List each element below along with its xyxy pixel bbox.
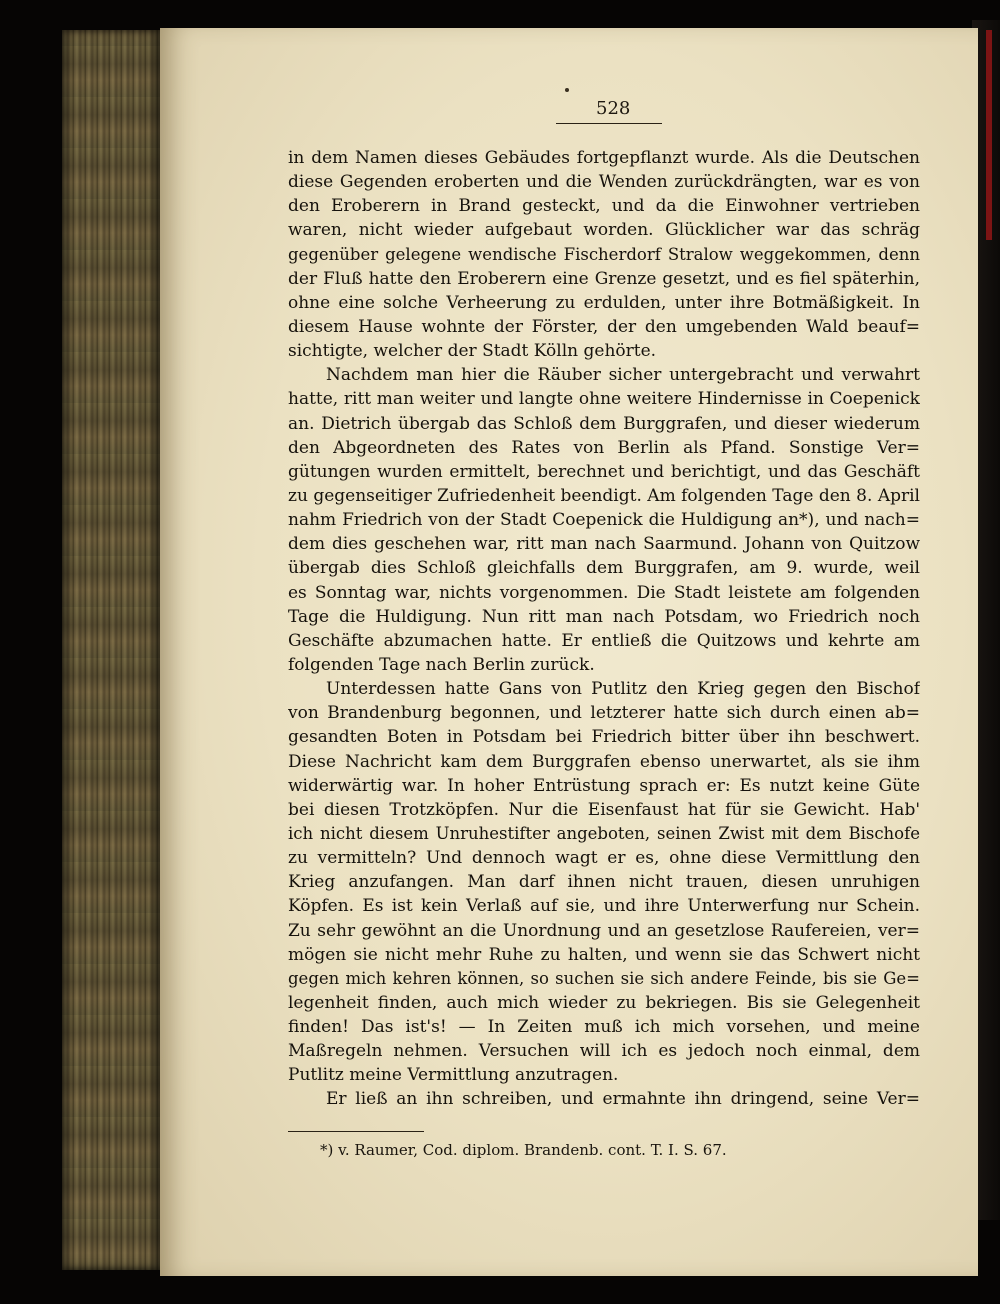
text-line: Maßregeln nehmen. Versuchen will ich es jedoch noch einmal, dem	[288, 1041, 920, 1062]
text-line: sichtigte, welcher der Stadt Kölln gehörte.	[288, 341, 657, 362]
body-text	[288, 146, 920, 1112]
text-line: Diese Nachricht kam dem Burggrafen ebenso unerwartet, als sie ihm	[288, 751, 920, 772]
text-line: übergab dies Schloß gleichfalls dem Burggrafen, am 9. wurde, weil	[288, 558, 920, 579]
text-line: Krieg anzufangen. Man darf ihnen nicht trauen, diesen unruhigen	[288, 872, 920, 893]
text-line: waren, nicht wieder aufgebaut worden. Glücklicher war das schräg	[288, 220, 920, 241]
text-line: Zu sehr gewöhnt an die Unordnung und an gesetzlose Raufereien, ver=	[288, 920, 920, 941]
text-line: gegenüber gelegene wendische Fischerdorf Stralow weggekommen, denn	[288, 244, 920, 264]
text-line: bei diesen Trotzköpfen. Nur die Eisenfaust hat für sie Gewicht. Hab'	[288, 799, 920, 820]
text-line: hatte, ritt man weiter und langte ohne weitere Hindernisse in Coepenick	[288, 389, 920, 410]
text-line: zu vermitteln? Und dennoch wagt er es, ohne diese Vermittlung den	[288, 848, 920, 869]
text-line: Er ließ an ihn schreiben, und ermahnte ihn dringend, seine Ver=	[326, 1089, 920, 1110]
header-rule	[556, 123, 662, 124]
text-line: Unterdessen hatte Gans von Putlitz den Krieg gegen den Bischof	[326, 679, 920, 700]
page-number: 528	[596, 98, 631, 119]
book-page-edges	[62, 30, 160, 1270]
text-line: zu gegenseitiger Zufriedenheit beendigt. Am folgenden Tage den 8. April	[288, 485, 920, 506]
text-line: Geschäfte abzumachen hatte. Er entließ die Quitzows und kehrte am	[288, 630, 920, 651]
text-line: mögen sie nicht mehr Ruhe zu halten, und wenn sie das Schwert nicht	[288, 944, 920, 965]
text-line: diesem Hause wohnte der Förster, der den umgebenden Wald beauf=	[288, 316, 920, 337]
text-line: es Sonntag war, nichts vorgenommen. Die Stadt leistete am folgenden	[288, 582, 920, 603]
text-line: diese Gegenden eroberten und die Wenden zurückdrängten, war es von	[288, 172, 920, 193]
text-line: von Brandenburg begonnen, und letzterer hatte sich durch einen ab=	[288, 703, 920, 724]
text-line: Tage die Huldigung. Nun ritt man nach Potsdam, wo Friedrich noch	[288, 606, 920, 627]
text-line: finden! Das ist's! — In Zeiten muß ich mich vorsehen, und meine	[288, 1017, 920, 1038]
text-line: den Abgeordneten des Rates von Berlin als Pfand. Sonstige Ver=	[288, 437, 920, 458]
text-line: dem dies geschehen war, ritt man nach Saarmund. Johann von Quitzow	[288, 534, 920, 555]
text-line: gesandten Boten in Potsdam bei Friedrich bitter über ihn beschwert.	[288, 727, 920, 748]
text-line: Nachdem man hier die Räuber sicher untergebracht und verwahrt	[326, 365, 920, 386]
text-line: widerwärtig war. In hoher Entrüstung sprach er: Es nutzt keine Güte	[288, 775, 920, 796]
red-bookmark-ribbon	[986, 30, 992, 240]
text-line: nahm Friedrich von der Stadt Coepenick die Huldigung an*), und nach=	[288, 510, 920, 531]
text-line: in dem Namen dieses Gebäudes fortgepflanzt wurde. Als die Deutschen	[288, 148, 920, 168]
text-line: gütungen wurden ermittelt, berechnet und berichtigt, und das Geschäft	[288, 461, 920, 482]
footnote-rule	[288, 1131, 424, 1132]
text-line: ohne eine solche Verheerung zu erdulden, unter ihre Botmäßigkeit. In	[288, 292, 920, 313]
text-line: folgenden Tage nach Berlin zurück.	[288, 654, 595, 675]
ink-dot	[565, 88, 569, 92]
text-line: Köpfen. Es ist kein Verlaß auf sie, und ihre Unterwerfung nur Schein.	[288, 896, 920, 917]
text-line: an. Dietrich übergab das Schloß dem Burggrafen, und dieser wiederum	[288, 413, 920, 434]
text-line: gegen mich kehren können, so suchen sie sich andere Feinde, bis sie Ge=	[288, 968, 920, 988]
text-line: Putlitz meine Vermittlung anzutragen.	[288, 1065, 619, 1086]
text-line: den Eroberern in Brand gesteckt, und da die Einwohner vertrieben	[288, 196, 920, 217]
text-line: der Fluß hatte den Eroberern eine Grenze gesetzt, und es fiel späterhin,	[288, 268, 920, 289]
text-line: legenheit finden, auch mich wieder zu bekriegen. Bis sie Gelegenheit	[288, 992, 920, 1013]
footnote: *) v. Raumer, Cod. diplom. Brandenb. cont. T. I. S. 67.	[320, 1141, 727, 1159]
text-line: ich nicht diesem Unruhestifter angeboten, seinen Zwist mit dem Bischofe	[288, 823, 920, 843]
